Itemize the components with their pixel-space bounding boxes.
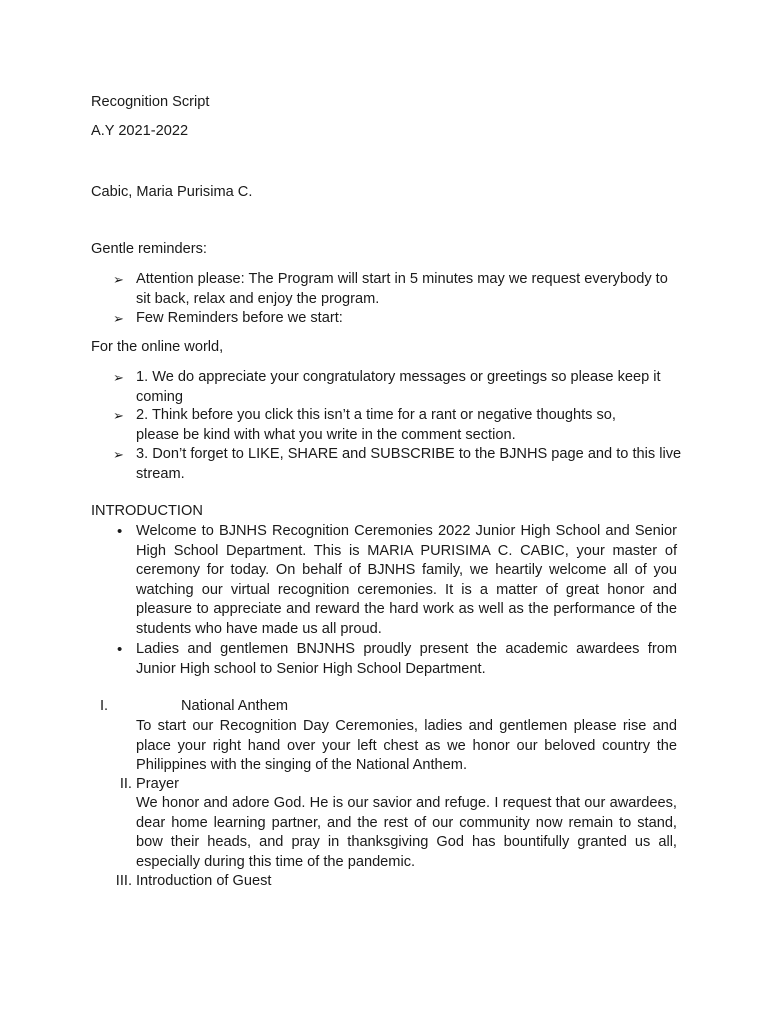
program-item-body: We honor and adore God. He is our savior and refuge. I request that our awardees, dear home learning partner, and the rest of our community now remain to stand, bow their heads, and pray in thanksgiving God has bountifully granted us all, especially during this time of the pandemic.: [136, 795, 677, 870]
program-numeral: III.: [115, 873, 132, 889]
author-name: Cabic, Maria Purisima C.: [91, 184, 253, 200]
online-world-heading: For the online world,: [91, 339, 224, 355]
arrow-bullet-icon: ➢: [113, 272, 124, 287]
program-item-body: To start our Recognition Day Ceremonies, ladies and gentlemen please rise and place your right hand over your left chest as we honor our beloved country the Philippines with the singing of the National Anthem.: [136, 718, 677, 774]
academic-year: A.Y 2021-2022: [91, 123, 189, 139]
dot-bullet-icon: •: [117, 641, 123, 658]
program-item-title: Introduction of Guest: [136, 873, 272, 889]
reminder-item: Attention please: The Program will start in 5 minutes may we request everybody to sit back, relax and enjoy the program.: [136, 271, 668, 307]
online-reminder-item: 2. Think before you click this isn’t a time for a rant or negative thoughts so, please be kind with what you write in the comment section.: [136, 407, 616, 443]
arrow-bullet-icon: ➢: [113, 370, 124, 385]
dot-bullet-icon: •: [117, 523, 123, 540]
arrow-bullet-icon: ➢: [113, 311, 124, 326]
reminder-item: Few Reminders before we start:: [136, 310, 343, 326]
arrow-bullet-icon: ➢: [113, 408, 124, 423]
document-title: Recognition Script: [91, 94, 210, 110]
program-item-title: Prayer: [136, 776, 179, 792]
introduction-heading: INTRODUCTION: [91, 503, 203, 519]
introduction-paragraph: Welcome to BJNHS Recognition Ceremonies 2022 Junior High School and Senior High School Department. This is MARIA PURISIMA C. CABIC, your master of ceremony for today. On behalf of BJNHS family, we heartily welcome all of you watching our virtual recognition ceremonies. It is a matter of great honor and pleasure to appreciate and reward the hard work as well as the performance of the students who have made us all proud.: [136, 523, 677, 637]
arrow-bullet-icon: ➢: [113, 447, 124, 462]
program-numeral: I.: [100, 698, 109, 714]
program-item-title: National Anthem: [181, 698, 289, 714]
program-numeral: II.: [119, 776, 132, 792]
online-reminder-item: 3. Don’t forget to LIKE, SHARE and SUBSCRIBE to the BJNHS page and to this live stream.: [136, 446, 682, 482]
gentle-reminders-heading: Gentle reminders:: [91, 241, 207, 257]
introduction-paragraph: Ladies and gentlemen BNJNHS proudly present the academic awardees from Junior High school to Senior High School Department.: [136, 641, 677, 677]
online-reminder-item: 1. We do appreciate your congratulatory messages or greetings so please keep it coming: [136, 369, 661, 405]
